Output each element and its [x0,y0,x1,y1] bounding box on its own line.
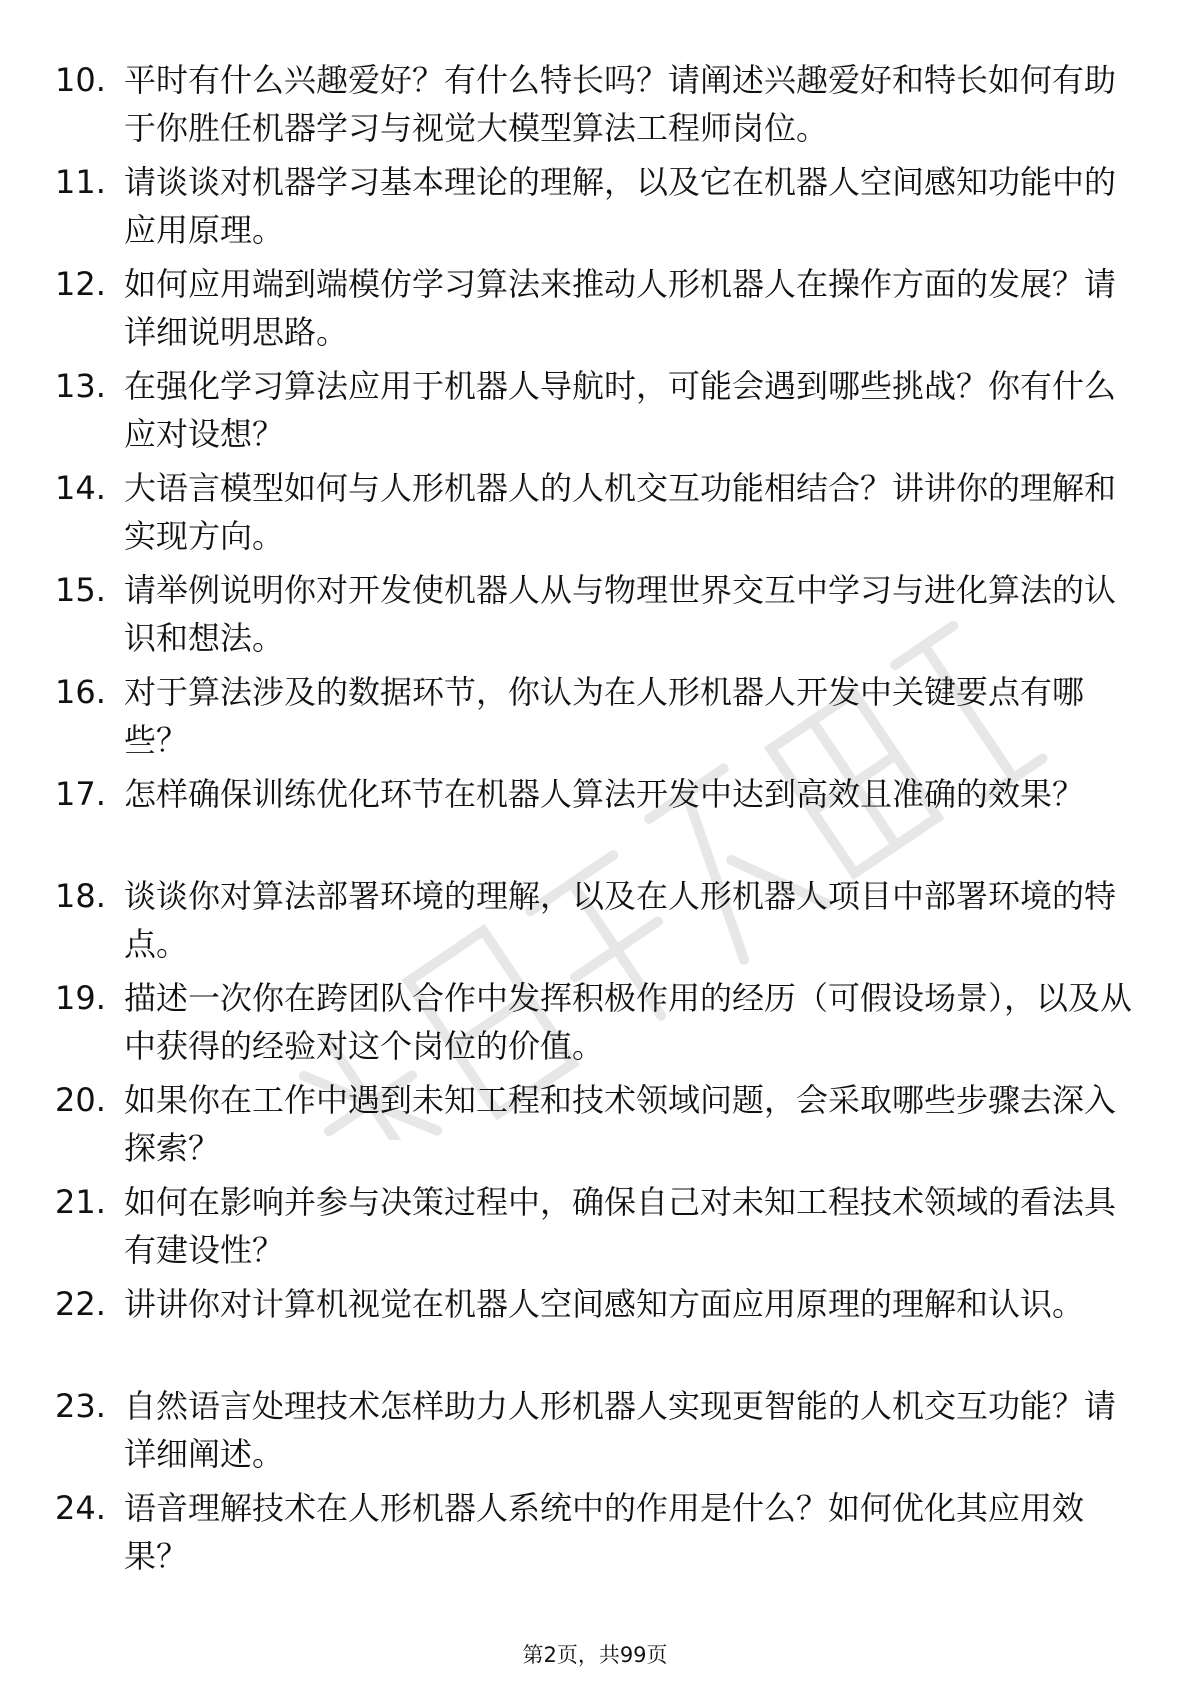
list-item [0,556,1190,658]
question-number: 21. [55,1183,106,1221]
question-number: 23. [55,1387,106,1425]
list-item [0,250,1190,352]
question-number: 16. [55,673,106,711]
list-item [0,454,1190,556]
question-number: 11. [55,163,106,201]
list-item [0,46,1190,148]
list-item [0,1372,1190,1474]
question-number: 20. [55,1081,106,1119]
list-item [0,1474,1190,1576]
question-list [0,46,1190,1576]
question-text: 语音理解技术在人形机器人系统中的作用是什么？如何优化其应用效果？ [124,1489,1085,1575]
list-item [0,352,1190,454]
question-number: 19. [55,979,106,1017]
list-item [0,1168,1190,1270]
question-text: 对于算法涉及的数据环节，你认为在人形机器人开发中关键要点有哪些？ [124,673,1085,759]
question-text: 在强化学习算法应用于机器人导航时，可能会遇到哪些挑战？你有什么应对设想？ [124,367,1117,453]
list-item [0,1066,1190,1168]
question-text: 请举例说明你对开发使机器人从与物理世界交互中学习与进化算法的认识和想法。 [124,571,1117,657]
list-item [0,1270,1190,1372]
list-item [0,148,1190,250]
list-item [0,862,1190,964]
question-text: 谈谈你对算法部署环境的理解，以及在人形机器人项目中部署环境的特点。 [124,877,1117,963]
question-text: 怎样确保训练优化环节在机器人算法开发中达到高效且准确的效果？ [124,775,1085,813]
page-footer: 第2页，共99页 [522,1643,668,1667]
question-text: 自然语言处理技术怎样助力人形机器人实现更智能的人机交互功能？请详细阐述。 [124,1387,1117,1473]
question-text: 平时有什么兴趣爱好？有什么特长吗？请阐述兴趣爱好和特长如何有助于你胜任机器学习与视觉大模型算法工程师岗位。 [124,61,1117,147]
question-number: 17. [55,775,106,813]
question-number: 10. [55,61,106,99]
question-number: 12. [55,265,106,303]
question-text: 如何在影响并参与决策过程中，确保自己对未知工程技术领域的看法具有建设性？ [124,1183,1117,1269]
question-text: 如何应用端到端模仿学习算法来推动人形机器人在操作方面的发展？请详细说明思路。 [124,265,1117,351]
question-text: 大语言模型如何与人形机器人的人机交互功能相结合？讲讲你的理解和实现方向。 [124,469,1117,555]
list-item [0,964,1190,1066]
question-text: 描述一次你在跨团队合作中发挥积极作用的经历（可假设场景），以及从中获得的经验对这个岗位的价值。 [124,979,1133,1065]
list-item [0,658,1190,760]
question-number: 14. [55,469,106,507]
question-number: 24. [55,1489,106,1527]
question-text: 如果你在工作中遇到未知工程和技术领域问题，会采取哪些步骤去深入探索？ [124,1081,1117,1167]
question-number: 18. [55,877,106,915]
question-number: 22. [55,1285,106,1323]
list-item [0,760,1190,862]
question-number: 13. [55,367,106,405]
question-text: 请谈谈对机器学习基本理论的理解，以及它在机器人空间感知功能中的应用原理。 [124,163,1117,249]
question-text: 讲讲你对计算机视觉在机器人空间感知方面应用原理的理解和认识。 [124,1285,1085,1323]
question-number: 15. [55,571,106,609]
